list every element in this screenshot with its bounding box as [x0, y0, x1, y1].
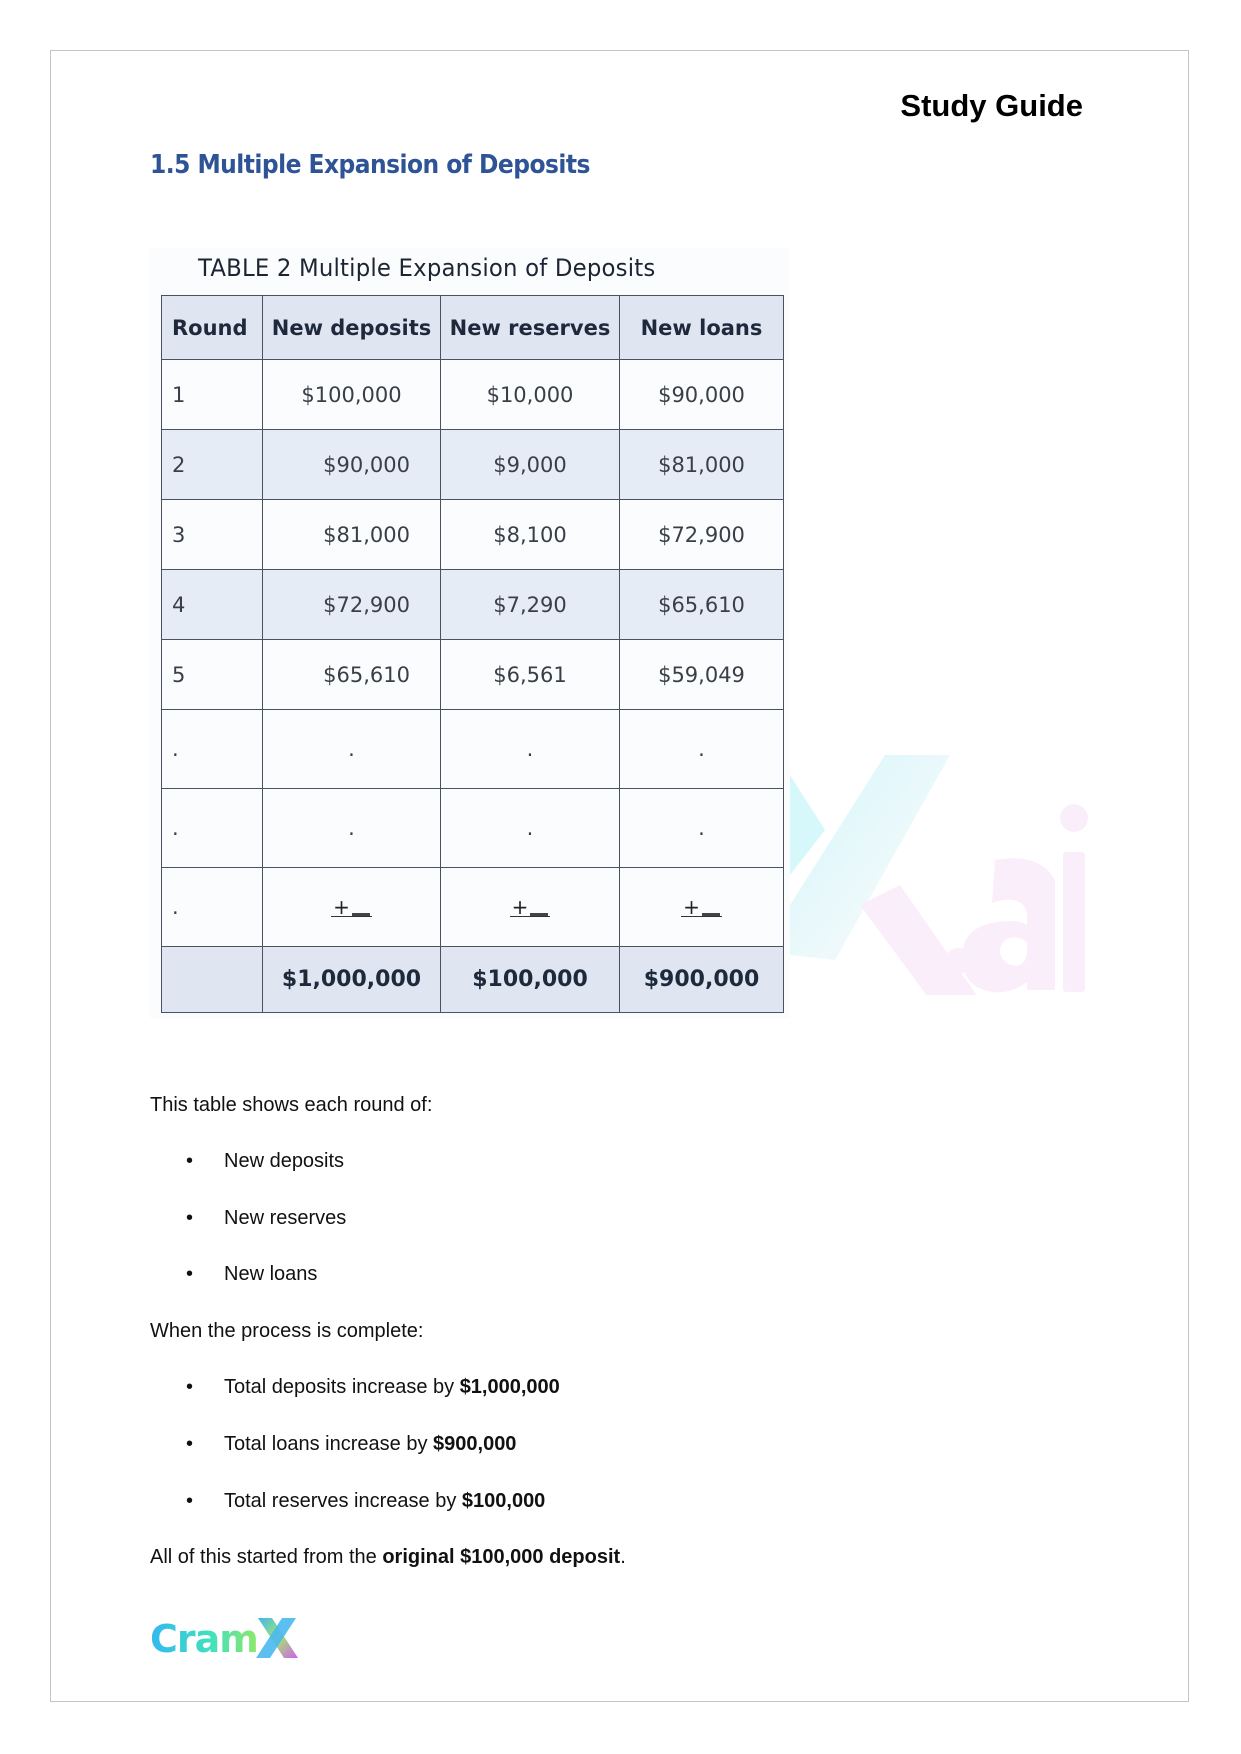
round-cell: .: [162, 868, 263, 947]
round-cell: 1: [162, 360, 263, 430]
bullet-icon: •: [186, 1490, 194, 1512]
round-cell: 3: [162, 500, 263, 570]
new-reserves-cell: $7,290: [441, 570, 620, 640]
column-header-new-loans: New loans: [620, 296, 784, 360]
table-totals-row: [162, 947, 784, 1013]
document-header-title: Study Guide: [900, 88, 1083, 123]
new-deposits-cell: $100,000: [263, 360, 441, 430]
table-row-sum-line: [162, 868, 784, 947]
new-reserves-cell: $10,000: [441, 360, 620, 430]
new-deposits-cell: $90,000: [263, 430, 441, 500]
bullet-icon: •: [186, 1376, 194, 1398]
logo-wordmark: Cram: [150, 1617, 258, 1661]
list-item-amount: $900,000: [433, 1433, 517, 1455]
bullet-icon: •: [186, 1207, 194, 1229]
section-title: 1.5 Multiple Expansion of Deposits: [150, 150, 590, 180]
bullet-icon: •: [186, 1433, 194, 1455]
new-deposits-cell: .: [263, 710, 441, 789]
table-row-ellipsis: [162, 789, 784, 868]
table-row-ellipsis: [162, 710, 784, 789]
column-header-new-deposits: New deposits: [263, 296, 441, 360]
new-loans-cell: .: [620, 710, 784, 789]
table-row: [162, 360, 784, 430]
bullet-icon: •: [186, 1263, 194, 1285]
new-loans-cell: .: [620, 789, 784, 868]
blank-dash: [530, 913, 548, 916]
new-reserves-cell: [441, 868, 620, 947]
round-cell: 4: [162, 570, 263, 640]
watermark-logo-icon: [790, 755, 1090, 995]
table-row: [162, 500, 784, 570]
bullet-icon: •: [186, 1150, 194, 1172]
round-cell: [162, 947, 263, 1013]
list-item: [224, 1376, 560, 1399]
new-deposits-cell: $72,900: [263, 570, 441, 640]
column-header-new-reserves: New reserves: [441, 296, 620, 360]
new-deposits-cell: $81,000: [263, 500, 441, 570]
table-row: [162, 430, 784, 500]
blank-dash: [352, 913, 370, 916]
new-reserves-cell: $9,000: [441, 430, 620, 500]
new-reserves-cell: .: [441, 710, 620, 789]
total-reserves-cell: $100,000: [441, 947, 620, 1013]
total-loans-cell: $900,000: [620, 947, 784, 1013]
conclusion-paragraph: [150, 1546, 626, 1569]
blank-dash: [702, 913, 720, 916]
round-cell: .: [162, 789, 263, 868]
conclusion-emphasis: original $100,000 deposit: [382, 1546, 621, 1568]
sum-line-marker: [331, 895, 372, 919]
plus-sign: +: [333, 895, 350, 919]
round-cell: 2: [162, 430, 263, 500]
round-cell: 5: [162, 640, 263, 710]
list-item-text: Total reserves increase by: [224, 1490, 462, 1512]
table-row: [162, 640, 784, 710]
table-header-row: [162, 296, 784, 360]
list-item: [224, 1490, 545, 1513]
complete-heading: When the process is complete:: [150, 1320, 424, 1342]
new-reserves-cell: $8,100: [441, 500, 620, 570]
intro-paragraph: This table shows each round of:: [150, 1094, 433, 1116]
new-loans-cell: $59,049: [620, 640, 784, 710]
table-row: [162, 570, 784, 640]
list-item: New reserves: [224, 1207, 347, 1229]
new-loans-cell: $90,000: [620, 360, 784, 430]
new-deposits-cell: [263, 868, 441, 947]
list-item-amount: $1,000,000: [459, 1376, 560, 1398]
conclusion-period: .: [620, 1546, 626, 1568]
new-loans-cell: $65,610: [620, 570, 784, 640]
plus-sign: +: [683, 895, 700, 919]
new-reserves-cell: $6,561: [441, 640, 620, 710]
plus-sign: +: [511, 895, 529, 919]
sum-line-marker: [681, 895, 722, 919]
conclusion-text: All of this started from the: [150, 1546, 383, 1568]
cramx-logo-icon: [150, 1612, 300, 1662]
list-item-text: Total deposits increase by: [224, 1376, 460, 1398]
sum-line-marker: [510, 895, 551, 919]
new-loans-cell: [620, 868, 784, 947]
round-cell: .: [162, 710, 263, 789]
list-item-amount: $100,000: [461, 1490, 546, 1512]
list-item-text: Total loans increase by: [224, 1433, 434, 1455]
total-deposits-cell: $1,000,000: [263, 947, 441, 1013]
list-item: New loans: [224, 1263, 318, 1285]
list-item: New deposits: [224, 1150, 345, 1172]
table-caption: TABLE 2 Multiple Expansion of Deposits: [198, 254, 656, 282]
deposit-expansion-table-figure: [150, 248, 790, 1018]
new-loans-cell: $72,900: [620, 500, 784, 570]
new-loans-cell: $81,000: [620, 430, 784, 500]
new-deposits-cell: .: [263, 789, 441, 868]
list-item: [224, 1433, 516, 1456]
new-deposits-cell: $65,610: [263, 640, 441, 710]
new-reserves-cell: .: [441, 789, 620, 868]
column-header-round: Round: [162, 296, 263, 360]
deposit-expansion-table: [161, 295, 784, 1013]
